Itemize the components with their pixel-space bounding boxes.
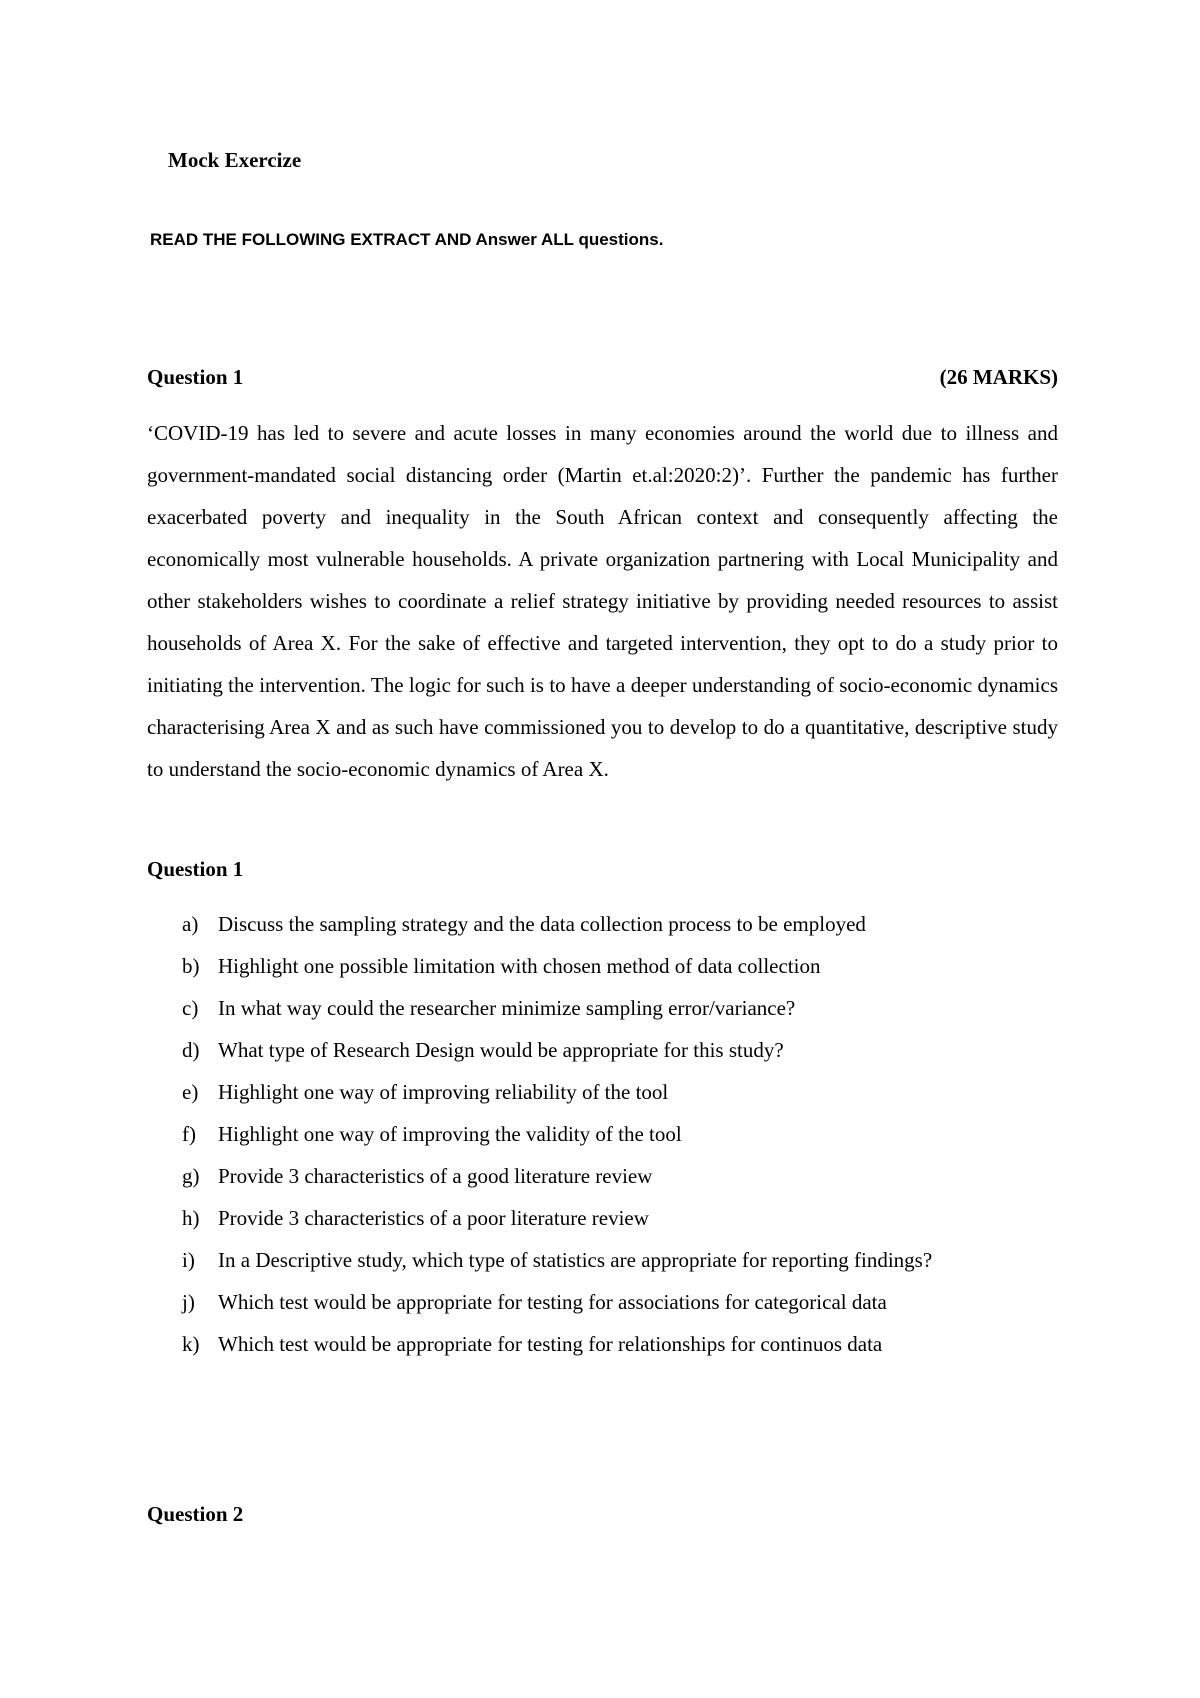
question-marker: i) (182, 1248, 195, 1272)
question-item (147, 1071, 1077, 1113)
question-list (147, 903, 1077, 1365)
question-item (147, 1155, 1077, 1197)
question-1-header (147, 363, 1058, 391)
question-item (147, 1281, 1077, 1323)
question-text: In a Descriptive study, which type of statistics are appropriate for reporting findings? (218, 1248, 933, 1272)
question-marker: c) (182, 996, 199, 1020)
question-marker: e) (182, 1080, 199, 1104)
question-1-marks: (26 MARKS) (939, 365, 1058, 389)
question-marker: f) (182, 1122, 196, 1146)
question-2-heading: Question 2 (147, 1502, 244, 1526)
question-item (147, 945, 1077, 987)
question-text: Highlight one possible limitation with chosen method of data collection (218, 954, 821, 978)
question-item (147, 1113, 1077, 1155)
instruction-text: READ THE FOLLOWING EXTRACT AND Answer ALL questions. (150, 230, 664, 249)
extract-paragraph: ‘COVID-19 has led to severe and acute losses in many economies around the world due to illness and government-mandated social distancing order (Martin et.al:2020:2)’. Further the pandemic has further exacerbated poverty and inequality in the South African context and consequently affecting the economically most vulnerable households. A private organization partnering with Local Municipality and other stakeholders wishes to coordinate a relief strategy initiative by providing needed resources to assist households of Area X. For the sake of effective and targeted intervention, they opt to do a study prior to initiating the intervention. The logic for such is to have a deeper understanding of socio-economic dynamics characterising Area X and as such have commissioned you to develop to do a quantitative, descriptive study to understand the socio-economic dynamics of Area X. (147, 421, 1058, 781)
question-item (147, 903, 1077, 945)
question-marker: a) (182, 912, 199, 936)
question-item (147, 1239, 1077, 1281)
question-item (147, 1197, 1077, 1239)
question-text: Provide 3 characteristics of a poor literature review (218, 1206, 649, 1230)
question-1-heading: Question 1 (147, 365, 244, 389)
question-text: Which test would be appropriate for testing for associations for categorical data (218, 1290, 887, 1314)
question-text: Highlight one way of improving the validity of the tool (218, 1122, 682, 1146)
question-marker: k) (182, 1332, 200, 1356)
question-marker: d) (182, 1038, 200, 1062)
question-text: Highlight one way of improving reliability of the tool (218, 1080, 669, 1104)
question-item (147, 987, 1077, 1029)
question-text: In what way could the researcher minimize sampling error/variance? (218, 996, 796, 1020)
question-marker: h) (182, 1206, 200, 1230)
question-text: Provide 3 characteristics of a good literature review (218, 1164, 653, 1188)
document-title: Mock Exercize (168, 148, 302, 172)
question-marker: g) (182, 1164, 200, 1188)
question-marker: b) (182, 954, 200, 978)
question-text: What type of Research Design would be appropriate for this study? (218, 1038, 784, 1062)
question-text: Which test would be appropriate for testing for relationships for continuos data (218, 1332, 883, 1356)
question-item (147, 1029, 1077, 1071)
question-marker: j) (182, 1290, 195, 1314)
question-item (147, 1323, 1077, 1365)
question-text: Discuss the sampling strategy and the data collection process to be employed (218, 912, 866, 936)
question-1-subheading: Question 1 (147, 857, 244, 881)
